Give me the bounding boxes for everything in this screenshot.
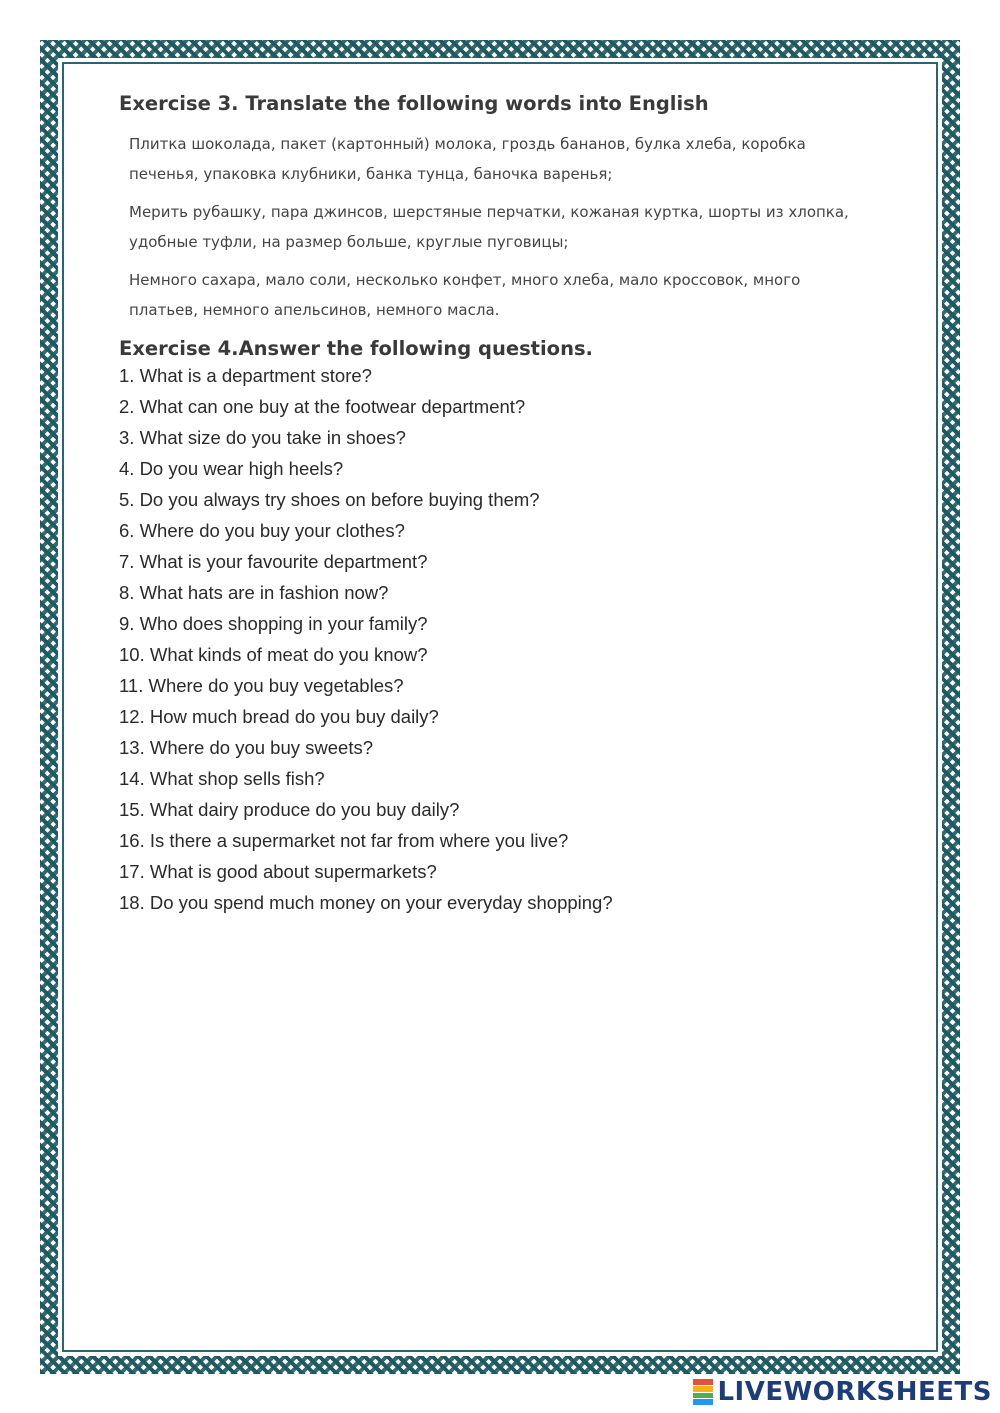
exercise-4-heading: Exercise 4.Answer the following questions. [119, 337, 593, 360]
question-item: 11. Where do you buy vegetables? [119, 675, 404, 696]
question-item: 15. What dairy produce do you buy daily? [119, 799, 460, 820]
worksheet-content [119, 92, 879, 918]
question-item: 3. What size do you take in shoes? [119, 427, 406, 448]
question-item: 13. Where do you buy sweets? [119, 737, 374, 758]
question-item: 7. What is your favourite department? [119, 551, 428, 572]
question-item: 9. Who does shopping in your family? [119, 613, 428, 634]
liveworksheets-logo[interactable] [693, 1377, 992, 1407]
question-item: 12. How much bread do you buy daily? [119, 706, 439, 727]
question-item: 17. What is good about supermarkets? [119, 861, 437, 882]
question-item: 16. Is there a supermarket not far from where you live? [119, 830, 569, 851]
exercise-3-paragraph: Плитка шоколада, пакет (картонный) молока, гроздь бананов, булка хлеба, коробка печенья, упаковка клубники, банка тунца, баночка варенья; [129, 135, 806, 183]
question-item: 2. What can one buy at the footwear department? [119, 396, 526, 417]
question-item: 6. Where do you buy your clothes? [119, 520, 405, 541]
logo-text: LIVEWORKSHEETS [717, 1377, 992, 1407]
question-item: 5. Do you always try shoes on before buying them? [119, 489, 540, 510]
question-item: 10. What kinds of meat do you know? [119, 644, 428, 665]
exercise-3-heading: Exercise 3. Translate the following words into English [119, 92, 709, 115]
exercise-3-paragraph: Мерить рубашку, пара джинсов, шерстяные перчатки, кожаная куртка, шорты из хлопка, удобные туфли, на размер больше, круглые пуговицы; [129, 203, 849, 251]
logo-badge-icon [693, 1379, 713, 1405]
question-item: 1. What is a department store? [119, 365, 372, 386]
question-item: 14. What shop sells fish? [119, 768, 325, 789]
exercise-3-paragraph: Немного сахара, мало соли, несколько конфет, много хлеба, мало кроссовок, много платьев, немного апельсинов, немного масла. [129, 271, 801, 319]
question-item: 4. Do you wear high heels? [119, 458, 344, 479]
question-list [119, 360, 879, 918]
question-item: 8. What hats are in fashion now? [119, 582, 389, 603]
question-item: 18. Do you spend much money on your everyday shopping? [119, 892, 613, 913]
